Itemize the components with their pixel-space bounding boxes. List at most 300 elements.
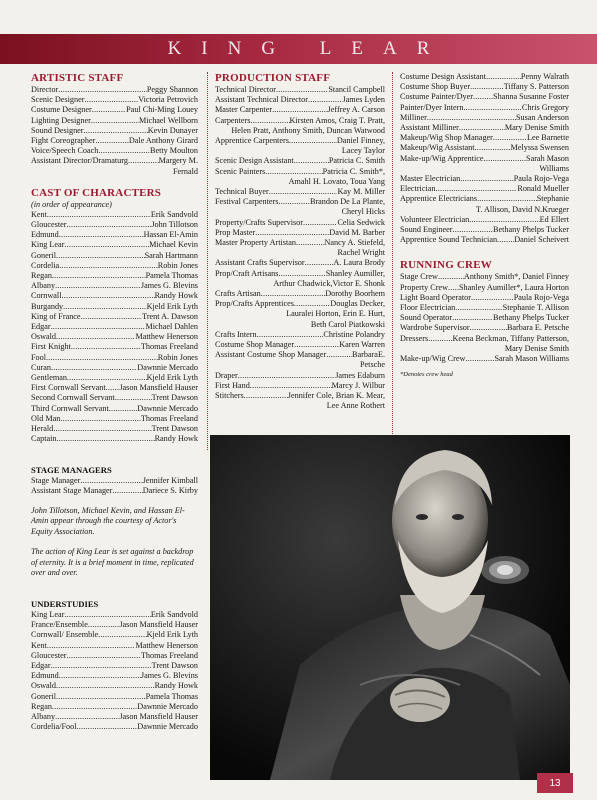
dot-leader	[308, 95, 343, 105]
dot-leader	[55, 712, 119, 722]
left-column	[31, 72, 198, 732]
credit-row	[31, 146, 198, 156]
credit-continuation: Lacey Taylor	[341, 146, 385, 156]
dot-leader	[452, 313, 493, 323]
credit-name: Ed Ellert	[539, 214, 569, 224]
credit-name: Thomas Freeland	[140, 413, 198, 423]
dot-leader	[84, 95, 138, 105]
dot-leader	[497, 235, 514, 245]
credit-name: Erik Sandvold	[150, 609, 198, 619]
credit-role: Prop/Crafts Apprentices	[215, 299, 294, 309]
credit-name: Matthew Henerson	[135, 332, 198, 342]
credit-row	[31, 393, 198, 403]
credit-name: Betty Moulton	[150, 146, 198, 156]
dot-leader	[473, 92, 493, 102]
credit-row	[31, 322, 198, 332]
credit-name: Chris Gregory	[521, 102, 569, 112]
dot-leader	[453, 225, 494, 235]
credit-row	[31, 95, 198, 105]
dot-leader	[98, 630, 147, 640]
credit-role: Voice/Speech Coach	[31, 146, 99, 156]
credit-role: Second Cornwall Servant	[31, 393, 115, 403]
credit-name: Kjeld Erik Lyth	[146, 630, 198, 640]
credit-role: Assistant Stage Manager	[31, 485, 113, 495]
credit-row	[31, 251, 198, 261]
credit-name: Trent Dawson	[151, 424, 198, 434]
credit-role: Herald	[31, 424, 54, 434]
credit-row	[400, 72, 569, 82]
dot-leader	[448, 283, 459, 293]
credit-name: Michael Dahlen	[145, 322, 198, 332]
credit-name: Dawnnie Mercado	[137, 403, 198, 413]
dot-leader	[59, 671, 141, 681]
credit-name: Hassan El-Amin	[143, 230, 198, 240]
credit-name: Barbara E. Petsche	[506, 323, 569, 333]
dot-leader	[261, 289, 325, 299]
understudies-list	[31, 610, 198, 732]
dot-leader	[61, 291, 154, 301]
dot-leader	[53, 424, 151, 434]
credit-row	[215, 116, 385, 126]
dot-leader	[272, 105, 328, 115]
credit-row	[215, 218, 385, 228]
dot-leader	[463, 103, 521, 113]
credit-name: Trent Dawson	[151, 660, 198, 670]
credit-role: Stage Manager	[31, 475, 81, 485]
dot-leader	[250, 116, 289, 126]
credit-role: King Lear	[31, 609, 65, 619]
dot-leader	[486, 72, 521, 82]
credit-name: Stephanie T. Allison	[502, 303, 569, 313]
dot-leader	[88, 620, 119, 630]
credit-row	[31, 291, 198, 301]
artistic-staff-heading: ARTISTIC STAFF	[31, 72, 124, 84]
credit-name: Jason Mansfield Hauser	[119, 711, 198, 721]
dot-leader	[84, 126, 148, 136]
dot-leader	[56, 681, 155, 691]
credit-role: Oswald	[31, 681, 57, 691]
credit-name: Pamela Thomas	[145, 691, 198, 701]
credit-name: Shanley Aumiller,	[325, 268, 385, 278]
dot-leader	[67, 373, 147, 383]
credit-row	[31, 302, 198, 312]
dot-leader	[71, 342, 141, 352]
credit-role: Edgar	[31, 322, 51, 332]
credit-role: Make-up/Wig Crew	[400, 354, 466, 364]
credit-row	[31, 414, 198, 424]
credit-row	[400, 92, 569, 102]
credit-row	[215, 350, 385, 360]
crew-head-footnote: *Denotes crew head	[400, 371, 453, 379]
credit-name: Kevin Dunayer	[147, 125, 198, 135]
dot-leader	[257, 330, 324, 340]
credit-role: Crafts Artisan	[215, 289, 261, 299]
credit-row	[215, 340, 385, 350]
credit-role: Costume Painter/Dyer	[400, 92, 473, 102]
page-number: 13	[537, 773, 573, 793]
credit-row	[215, 167, 385, 177]
credit-row	[215, 238, 385, 248]
understudies-heading: UNDERSTUDIES	[31, 598, 99, 609]
credit-continuation: Helen Pratt, Anthony Smith, Duncan Watwood	[231, 125, 385, 135]
credit-name: James G. Blevins	[140, 281, 198, 291]
credit-name: Jason Mansfield Hauser	[119, 383, 198, 393]
credit-row	[215, 187, 385, 197]
credit-role: Assistant Crafts Supervisor	[215, 258, 305, 268]
credit-name: Patricia C. Smith*,	[322, 166, 385, 176]
dot-leader	[56, 251, 145, 261]
credit-row	[31, 116, 198, 126]
dot-leader	[296, 238, 325, 248]
credit-continuation: Fernald	[172, 166, 198, 176]
credit-row	[31, 363, 198, 373]
credit-row	[400, 113, 569, 123]
credit-row	[31, 240, 198, 250]
credit-row	[215, 85, 385, 95]
credit-name: Jeffrey A. Carson	[327, 105, 385, 115]
dot-leader	[265, 167, 322, 177]
dot-leader	[56, 434, 154, 444]
credit-role: Goneril	[31, 250, 57, 260]
credit-row	[215, 136, 385, 146]
credit-role: King Lear	[31, 240, 65, 250]
credit-row	[400, 293, 569, 303]
credit-name: Michael Kevin	[149, 240, 198, 250]
credit-row	[31, 332, 198, 342]
dot-leader	[255, 228, 329, 238]
credit-name: Stephanie	[536, 194, 569, 204]
credit-role: First Cornwall Servant	[31, 383, 106, 393]
credit-name: Randy Howk	[154, 291, 198, 301]
credit-row	[31, 404, 198, 414]
credit-name: Paula Rojo-Vega	[513, 174, 569, 184]
credit-row	[31, 681, 198, 691]
credit-role: Albany	[31, 281, 56, 291]
dot-leader	[51, 661, 152, 671]
credit-row	[31, 620, 198, 630]
credit-role: Gloucester	[31, 220, 67, 230]
credit-row	[215, 371, 385, 381]
credit-role: First Knight	[31, 342, 71, 352]
dot-leader	[58, 85, 147, 95]
credit-role: Prop Master	[215, 227, 256, 237]
dot-leader	[427, 113, 516, 123]
credit-name: Peggy Shannon	[146, 85, 198, 94]
credit-role: Costume Designer	[31, 105, 92, 115]
credit-role: Costume Shop Manager	[215, 340, 295, 350]
credit-row	[31, 702, 198, 712]
credit-name: Robin Jones	[157, 352, 198, 362]
credit-row	[31, 651, 198, 661]
credit-name: Kirsten Amos, Craig T. Pratt,	[289, 115, 385, 125]
credit-row	[400, 184, 569, 194]
dot-leader	[469, 215, 539, 225]
credit-row	[400, 123, 569, 133]
credit-role: Master Carpenter	[215, 105, 273, 115]
play-title: KING LEAR	[167, 38, 450, 59]
production-staff-list	[215, 85, 385, 412]
dot-leader	[493, 133, 527, 143]
credit-name: Keena Beckman, Tiffany Patterson,	[452, 333, 569, 343]
credit-name: Kjeld Erik Lyth	[146, 373, 198, 383]
credit-role: Painter/Dyer Intern	[400, 102, 464, 112]
credit-row	[400, 174, 569, 184]
credit-role: Lighting Designer	[31, 115, 91, 125]
credit-role: Crafts Intern	[215, 329, 257, 339]
cast-list	[31, 210, 198, 445]
credit-name: Kay M. Miller	[337, 187, 385, 197]
dot-leader	[250, 381, 332, 391]
credit-row	[31, 424, 198, 434]
credit-name: Dale Anthony Girard	[128, 136, 198, 146]
credit-name: Thomas Freeland	[140, 342, 198, 352]
dot-leader	[303, 218, 337, 228]
credit-name: Bethany Phelps Tucker	[493, 313, 569, 323]
credit-name: Paul Chi-Ming Louey	[126, 105, 198, 115]
credit-continuation: Petsche	[359, 360, 385, 370]
credit-name: Karen Warren	[339, 340, 385, 350]
credit-row	[215, 391, 385, 401]
setting-note: The action of King Lear is set against a backdrop of eternity. It is a brief moment in time, replicated over and over.	[31, 547, 194, 578]
dot-leader	[471, 293, 514, 303]
credit-role: Cordelia/Fool	[31, 722, 77, 732]
dot-leader	[244, 391, 288, 401]
credit-row	[31, 105, 198, 115]
credit-role: Kent	[31, 209, 47, 219]
credit-role: Regan	[31, 701, 52, 711]
credit-name: Patricia C. Smith	[328, 156, 385, 166]
credit-continuation: Mary Denise Smith	[504, 343, 569, 353]
credit-continuation: Williams	[539, 163, 569, 173]
credit-name: Daniel Scheivert	[514, 235, 569, 245]
dot-leader	[128, 156, 159, 166]
dot-leader	[435, 184, 517, 194]
credit-role: Director	[31, 85, 59, 94]
credit-continuation: Lee Anne Rothert	[326, 401, 385, 411]
credit-role: Festival Carpenters	[215, 197, 279, 207]
credit-role: Light Board Operator	[400, 292, 471, 302]
credit-role: Makeup/Wig Shop Manager	[400, 133, 493, 143]
credit-row	[31, 271, 198, 281]
credit-name: Mary Denise Smith	[504, 123, 569, 133]
credit-name: Douglas Decker,	[330, 299, 385, 309]
credit-row	[31, 434, 198, 444]
king-lear-portrait-image	[210, 435, 570, 780]
dot-leader	[46, 353, 158, 363]
credit-name: James Lyden	[342, 95, 385, 105]
dot-leader	[63, 302, 146, 312]
credit-role: Assistant Costume Shop Manager	[215, 350, 327, 360]
credit-row	[400, 215, 569, 225]
credit-name: John Tillotson	[151, 220, 198, 230]
credit-name: Erik Sandvold	[150, 209, 198, 219]
credit-row	[400, 354, 569, 364]
credit-role: Costume Design Assistant	[400, 72, 486, 81]
credit-name: A. Laura Brody	[333, 258, 385, 268]
credit-name: Jason Mansfield Hauser	[119, 620, 198, 630]
running-crew-list	[400, 272, 569, 364]
cast-heading: CAST OF CHARACTERS	[31, 186, 162, 199]
credit-row	[215, 95, 385, 105]
credit-role: Makeup/Wig Assistant	[400, 143, 475, 153]
credit-name: Anthony Smith*, Daniel Finney	[463, 272, 569, 282]
credit-role: Oswald	[31, 332, 57, 342]
cast-subtitle: (in order of appearance)	[31, 199, 112, 209]
credit-row	[31, 353, 198, 363]
credit-role: Edmund	[31, 671, 59, 681]
credit-name: Randy Howk	[154, 681, 198, 691]
credit-name: Christine Polandry	[323, 329, 385, 339]
dot-leader	[326, 350, 352, 360]
middle-column	[215, 72, 385, 412]
dot-leader	[47, 210, 151, 220]
running-crew-heading: RUNNING CREW	[400, 259, 492, 272]
credit-role: Dressers	[400, 333, 429, 343]
stage-managers-list	[31, 476, 198, 496]
credit-row	[400, 103, 569, 113]
credit-row	[31, 210, 198, 220]
dot-leader	[112, 486, 142, 496]
dot-leader	[294, 340, 339, 350]
dot-leader	[459, 123, 505, 133]
credit-role: Cordelia	[31, 260, 60, 270]
dot-leader	[289, 136, 337, 146]
credit-role: Scenic Painters	[215, 166, 266, 176]
credit-name: Sarah Mason	[526, 153, 569, 163]
dot-leader	[52, 271, 146, 281]
column-divider	[392, 72, 393, 450]
credit-row	[31, 661, 198, 671]
credit-role: Fight Coreographer	[31, 136, 96, 146]
dot-leader	[56, 692, 146, 702]
credit-row	[400, 133, 569, 143]
credit-name: Pamela Thomas	[145, 271, 198, 281]
dot-leader	[91, 116, 139, 126]
credit-role: Master Property Artistan	[215, 238, 296, 248]
credit-row	[400, 235, 569, 245]
dot-leader	[470, 323, 507, 333]
credit-row	[400, 313, 569, 323]
dot-leader	[269, 187, 338, 197]
credit-continuation: Lauralei Horton, Erin E. Hurt,	[286, 309, 385, 319]
credit-name: Susan Anderson	[516, 112, 569, 122]
credit-name: Trent A. Dawson	[142, 311, 198, 321]
dot-leader	[66, 220, 151, 230]
credit-role: Sound Designer	[31, 125, 84, 135]
credit-role: Third Cornwall Servant	[31, 403, 109, 413]
credit-name: Kjeld Erik Lyth	[146, 301, 198, 311]
credit-role: Old Man	[31, 413, 61, 423]
credit-role: Gentleman	[31, 373, 67, 383]
credit-role: Stage Crew	[400, 272, 438, 282]
dot-leader	[455, 303, 502, 313]
dot-leader	[465, 354, 494, 364]
credit-role: King of France	[31, 311, 81, 321]
credit-name: James Edaburn	[335, 370, 385, 380]
credit-row	[400, 303, 569, 313]
credit-role: Sound Engineer	[400, 225, 453, 235]
dot-leader	[76, 722, 137, 732]
credit-role: Property Crew	[400, 282, 448, 292]
credit-name: Sarah Hartmann	[144, 250, 198, 260]
credit-role: Kent	[31, 640, 47, 650]
dot-leader	[64, 240, 149, 250]
credit-role: Curan	[31, 362, 52, 372]
credit-role: Carpenters	[215, 115, 251, 125]
dot-leader	[80, 476, 142, 486]
credit-continuation: Arthur Chadwick,Victor E. Shonk	[273, 278, 385, 288]
credit-role: Apprentice Carpenters	[215, 136, 289, 146]
dot-leader	[278, 269, 325, 279]
credit-role: Electrician	[400, 184, 436, 194]
dot-leader	[47, 641, 136, 651]
credit-role: Assistant Milliner	[400, 123, 459, 133]
dot-leader	[428, 334, 452, 344]
credit-role: Scenic Designer	[31, 95, 85, 105]
credit-role: Master Electrician	[400, 174, 461, 184]
credit-name: Bethany Phelps Tucker	[493, 225, 569, 235]
credit-role: Fool	[31, 352, 47, 362]
artistic-staff-list	[31, 85, 198, 167]
dot-leader	[278, 197, 310, 207]
credit-row	[215, 381, 385, 391]
credit-row	[400, 82, 569, 92]
credit-role: Assistant Director/Dramaturg	[31, 156, 128, 166]
credit-row	[31, 85, 198, 95]
credit-name: Paula Rojo-Vega	[513, 292, 569, 302]
credit-row	[31, 126, 198, 136]
credit-continuation: Rachel Wright	[337, 248, 385, 258]
credit-name: Penny Walrath	[520, 72, 569, 81]
dot-leader	[95, 136, 129, 146]
credit-name: Ronald Mueller	[517, 184, 569, 194]
credit-role: Floor Electrician	[400, 303, 456, 313]
dot-leader	[238, 371, 335, 381]
dot-leader	[81, 312, 143, 322]
credit-role: Make-up/Wig Apprentice	[400, 153, 484, 163]
dot-leader	[92, 105, 126, 115]
credit-name: Sarah Mason Williams	[494, 354, 569, 364]
credit-row	[215, 269, 385, 279]
credit-role: Cornwall/ Ensemble	[31, 630, 99, 640]
credit-continuation: Amahl H. Lovato, Toua Yang	[288, 176, 385, 186]
credit-name: Shanley Aumiller*, Laura Horton	[458, 282, 569, 292]
credit-name: Tiffany S. Patterson	[503, 82, 569, 92]
dot-leader	[438, 272, 464, 282]
production-staff-heading: PRODUCTION STAFF	[215, 72, 331, 84]
credit-name: Trent Dawson	[151, 393, 198, 403]
dot-leader	[294, 156, 329, 166]
credit-role: Burgandy	[31, 301, 64, 311]
credit-name: Margery M.	[158, 156, 198, 166]
credit-role: France/Ensemble	[31, 620, 88, 630]
credit-row	[215, 197, 385, 207]
dot-leader	[64, 610, 151, 620]
credit-role: Apprentice Sound Technician	[400, 235, 498, 245]
credit-role: Cornwall	[31, 291, 62, 301]
credit-row	[215, 299, 385, 309]
credit-name: Daniel Finney,	[336, 136, 385, 146]
credit-continuation: T. Allison, David N.Krueger	[475, 204, 569, 214]
credit-row	[31, 261, 198, 271]
credit-row	[31, 373, 198, 383]
dot-leader	[51, 322, 146, 332]
credit-row	[215, 228, 385, 238]
credit-row	[215, 289, 385, 299]
credit-role: Milliner	[400, 112, 427, 122]
dot-leader	[55, 281, 141, 291]
credit-row	[400, 225, 569, 235]
